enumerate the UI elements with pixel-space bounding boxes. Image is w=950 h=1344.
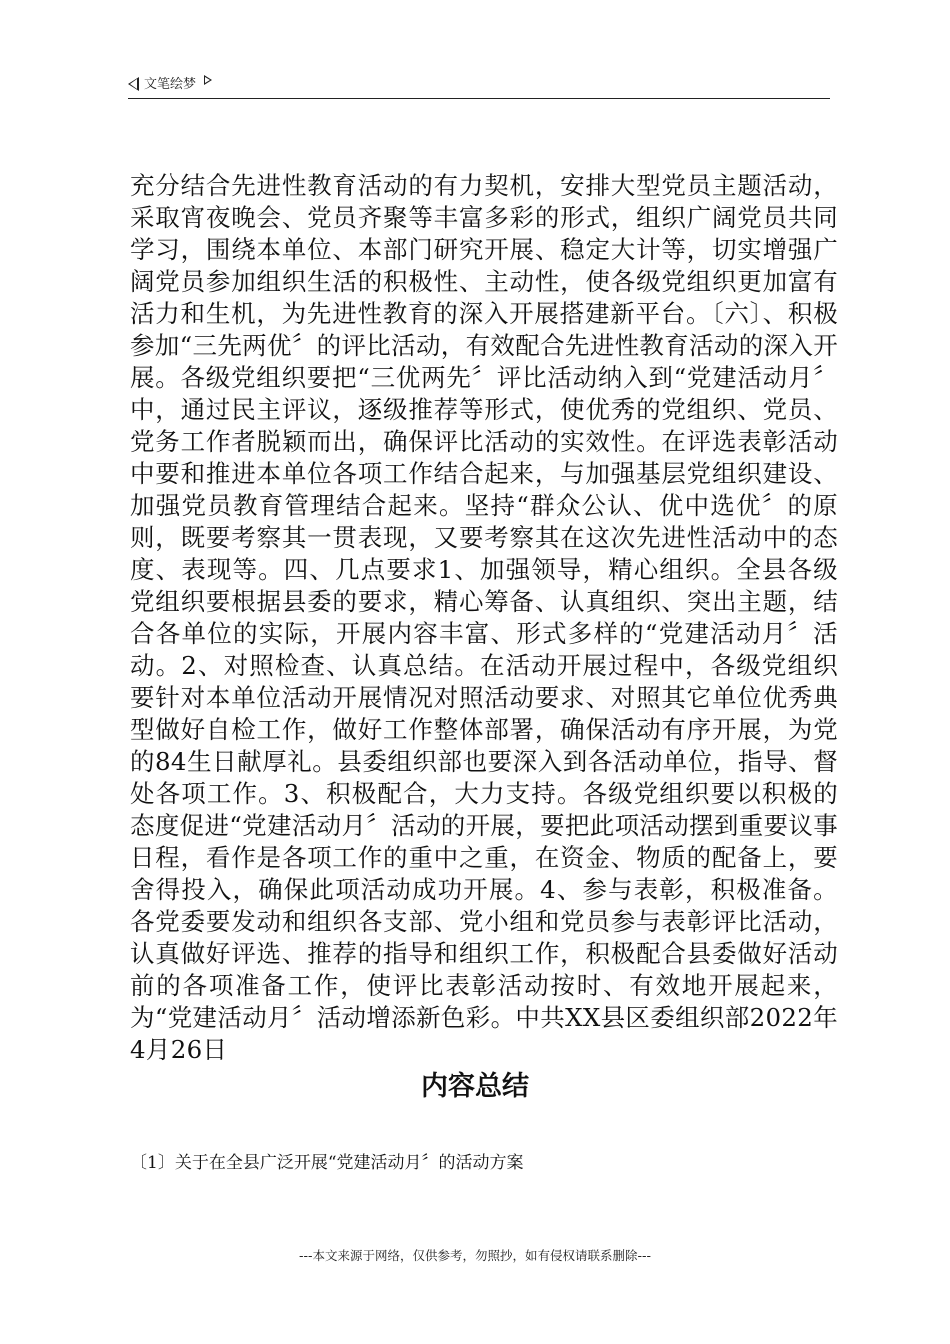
document-body-paragraph: 充分结合先进性教育活动的有力契机，安排大型党员主题活动，采取宵夜晚会、党员齐聚等丰富多彩的形式，组织广阔党员共同学习，围绕本单位、本部门研究开展、稳定大计等，切实增强广阔党员参加组织生活的积极性、主动性，使各级党组织更加富有活力和生机，为先进性教育的深入开展搭建新平台。〔六〕、积极参加“三先两优〞的评比活动，有效配合先进性教育活动的深入开展。各级党组织要把“三优两先〞评比活动纳入到“党建活动月〞中，通过民主评议，逐级推荐等形式，使优秀的党组织、党员、党务工作者脱颖而出，确保评比活动的实效性。在评选表彰活动中要和推进本单位各项工作结合起来，与加强基层党组织建设、加强党员教育管理结合起来。坚持“群众公认、优中选优〞的原则，既要考察其一贯表现，又要考察其在这次先进性活动中的态度、表现等。四、几点要求1、加强领导，精心组织。全县各级党组织要根据县委的要求，精心筹备、认真组织、突出主题，结合各单位的实际，开展内容丰富、形式多样的“党建活动月〞活动。2、对照检查、认真总结。在活动开展过程中，各级党组织要针对本单位活动开展情况对照活动要求、对照其它单位优秀典型做好自检工作，做好工作整体部署，确保活动有序开展，为党的84生日献厚礼。县委组织部也要深入到各活动单位，指导、督处各项工作。3、积极配合，大力支持。各级党组织要以积极的态度促进“党建活动月〞活动的开展，要把此项活动摆到重要议事日程，看作是各项工作的重中之重，在资金、物质的配备上，要舍得投入，确保此项活动成功开展。4、参与表彰，积极准备。各党委要发动和组织各支部、党小组和党员参与表彰评比活动，认真做好评选、推荐的指导和组织工作，积极配合县委做好活动前的各项准备工作，使评比表彰活动按时、有效地开展起来，为“党建活动月〞活动增添新色彩。中共XX县区委组织部2022年4月26日 bbox=[130, 171, 839, 1064]
triangle-right-icon bbox=[204, 75, 212, 85]
summary-item: 〔1〕关于在全县广泛开展“党建活动月〞的活动方案 bbox=[130, 1153, 524, 1173]
footer-notice: ---本文来源于网络，仅供参考，勿照抄，如有侵权请联系删除--- bbox=[298, 1248, 652, 1263]
page-header bbox=[128, 74, 830, 99]
header-brand: 文笔绘梦 bbox=[144, 77, 197, 92]
summary-title: 内容总结 bbox=[421, 1071, 529, 1102]
triangle-left-icon bbox=[128, 77, 139, 91]
